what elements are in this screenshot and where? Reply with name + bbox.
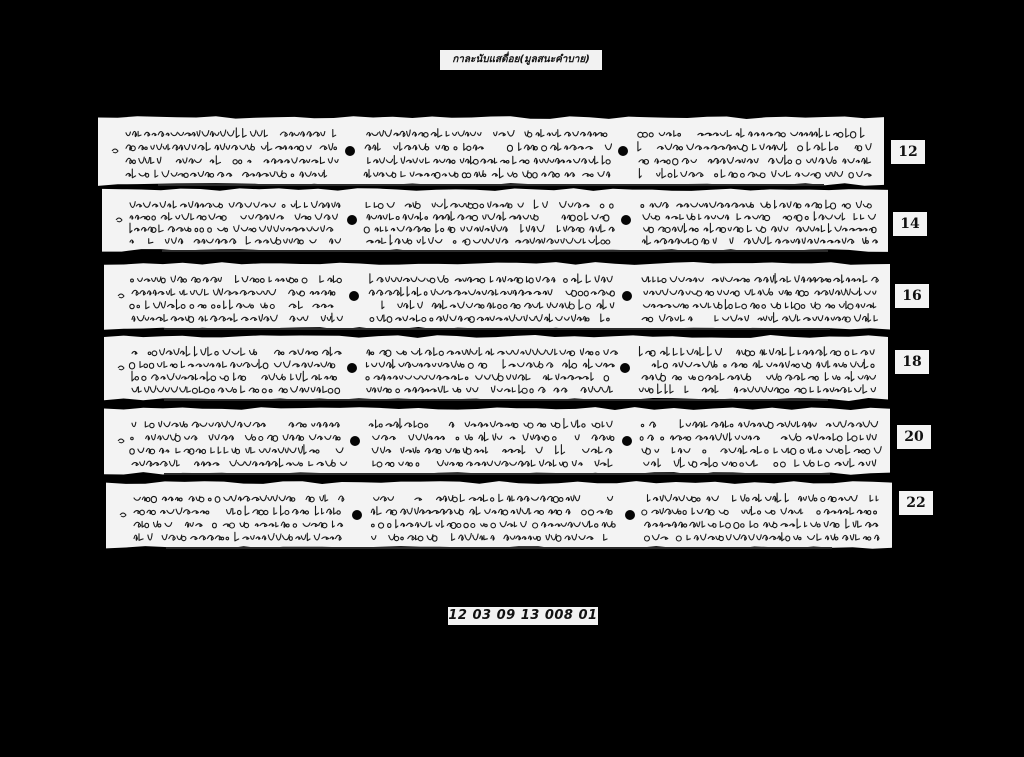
palm-leaf [104,407,890,475]
palm-leaf [106,481,892,549]
binding-hole [350,436,360,446]
binding-hole [347,363,357,373]
binding-hole [347,215,357,225]
binding-hole [622,436,632,446]
leaf-page-number: 18 [895,350,929,374]
leaf-page-number: 16 [895,284,929,308]
leaf-shadow [158,184,824,186]
manuscript-title-label: กาละนับแสดื่อย(มูลสนะคำบาย) [440,50,602,70]
binding-hole [620,363,630,373]
binding-hole [621,215,631,225]
leaf-page-number: 22 [899,491,933,515]
palm-leaf [104,262,890,330]
leaf-shadow [162,250,828,252]
binding-hole [352,510,362,520]
leaf-page-number: 20 [897,425,931,449]
binding-hole [618,146,628,156]
palm-leaf [102,188,888,252]
leaf-page-number: 12 [891,140,925,164]
palm-leaf [98,116,884,186]
leaf-surface [104,407,890,475]
leaf-shadow [164,473,830,475]
binding-hole [622,291,632,301]
leaf-surface [104,262,890,330]
leaf-shadow [164,399,828,401]
leaf-shadow [166,547,832,549]
leaf-page-number: 14 [893,212,927,236]
binding-hole [625,510,635,520]
leaf-surface [98,116,884,186]
leaf-shadow [164,328,830,330]
palm-leaf [104,335,888,401]
binding-hole [345,146,355,156]
catalog-number-label: 12 03 09 13 008 01 [448,608,598,623]
binding-hole [349,291,359,301]
